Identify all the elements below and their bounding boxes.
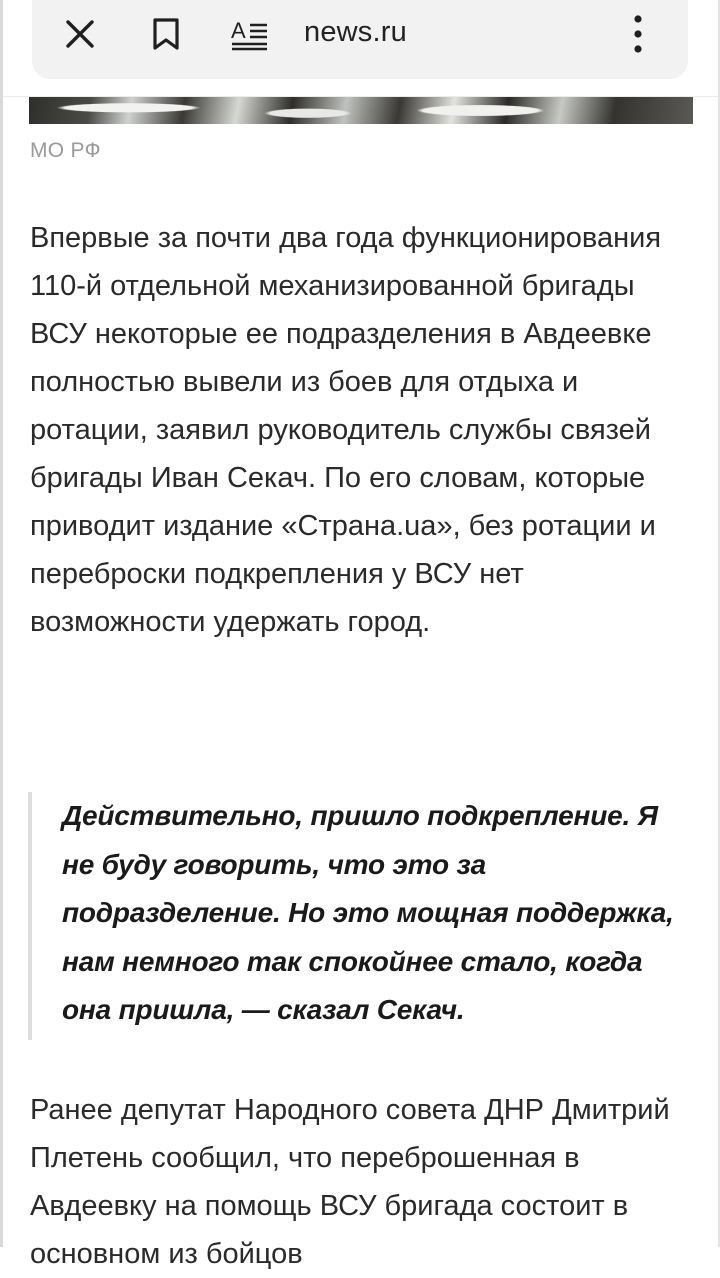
more-vertical-icon xyxy=(632,14,644,54)
article-paragraph-2: Ранее депутат Народного совета ДНР Дмитрий Плетень сообщил, что переброшенная в Авдеевку на помощь ВСУ бригада состоит в основном из бойцов xyxy=(30,1094,670,1270)
reader-mode-button[interactable] xyxy=(226,10,274,58)
bookmark-button[interactable] xyxy=(142,10,190,58)
quote-text: Действительно, пришло подкрепление. Я не буду говорить, что это за подразделение. Но это мощная поддержка, нам немного так спокойнее стало, когда она пришла, — сказал Секач. xyxy=(62,800,674,1025)
article-blockquote xyxy=(28,792,692,1040)
left-edge-divider xyxy=(0,0,3,1247)
reader-mode-icon xyxy=(230,17,270,51)
close-icon xyxy=(63,17,97,51)
bookmark-icon xyxy=(151,17,181,51)
browser-toolbar xyxy=(32,0,688,79)
svg-text:A: A xyxy=(231,18,246,43)
photo-caption: МО РФ xyxy=(30,139,101,162)
article-paragraph-1: Впервые за почти два года функционирования 110-й отдельной механизированной бригады ВСУ некоторые ее подразделения в Авдеевке полностью вывели из боев для отдыха и ротации, заявил руководитель службы связей бригады Иван Секач. По его словам, которые приводит издание «Страна.ua», без ротации и переброски подкрепления у ВСУ нет возможности удержать город. xyxy=(30,222,662,638)
close-button[interactable] xyxy=(56,10,104,58)
url-text[interactable]: news.ru xyxy=(304,16,407,48)
more-options-button[interactable] xyxy=(614,10,662,58)
